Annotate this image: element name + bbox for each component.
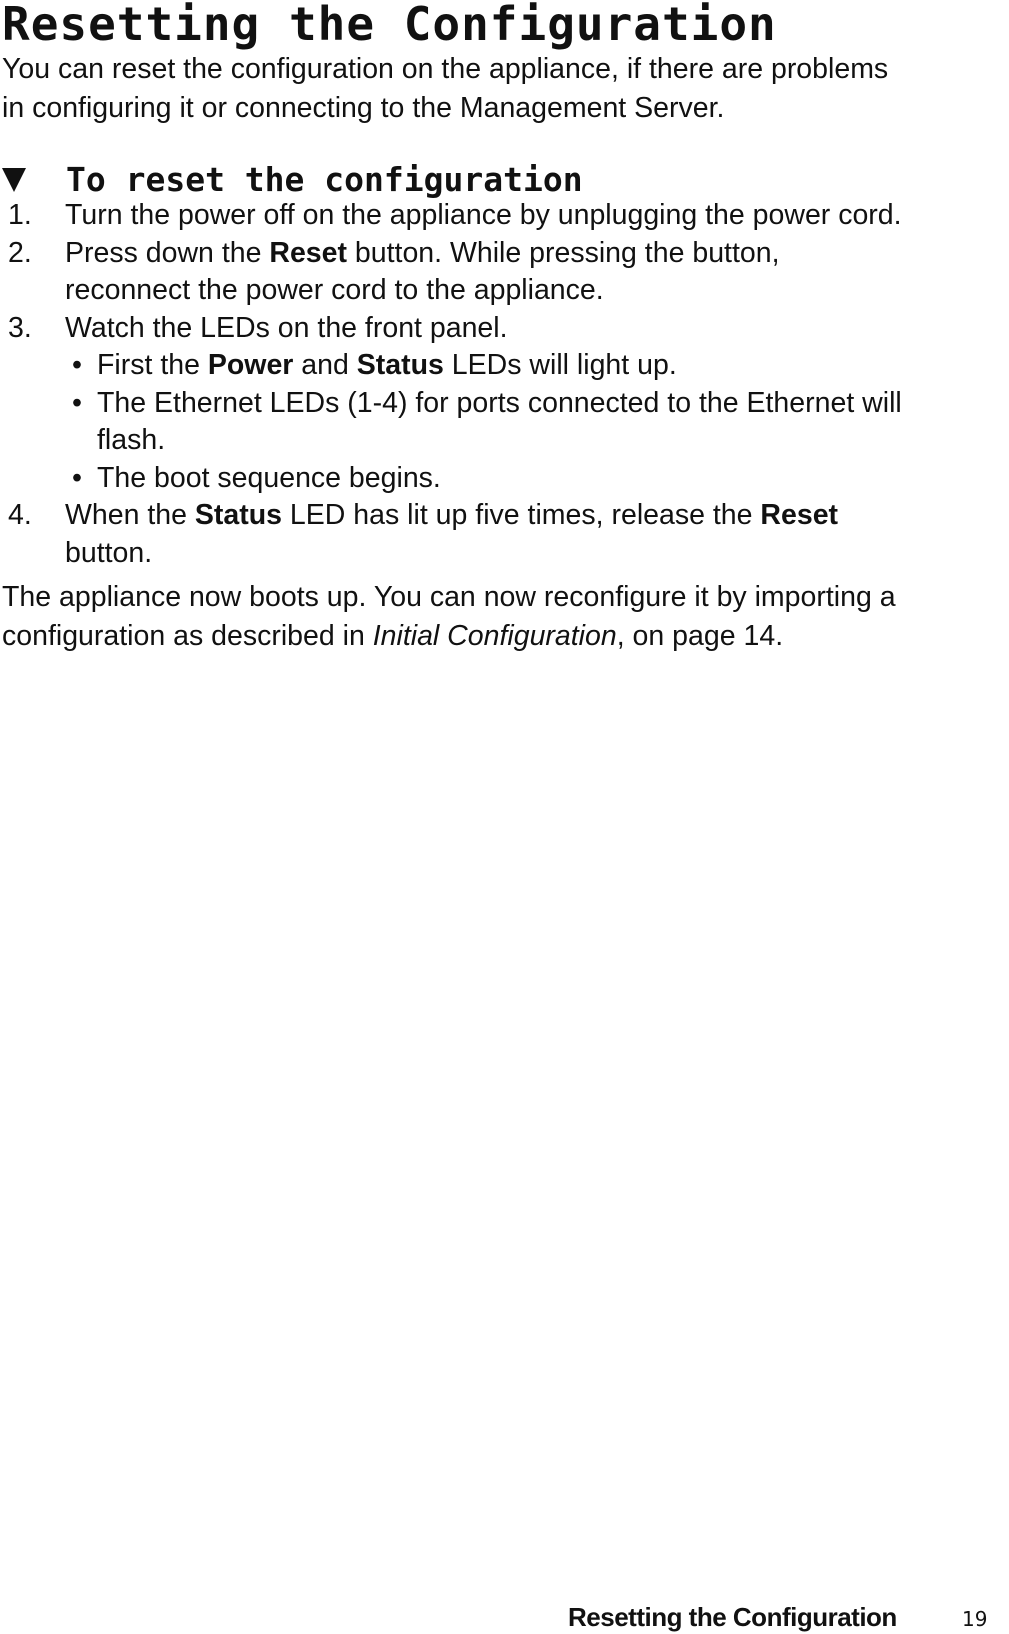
step-3-bullet-2 [0, 385, 1009, 460]
step-number: 4. [8, 499, 32, 531]
intro-paragraph [2, 50, 1002, 128]
bullet-text: The Ethernet LEDs (1-4) for ports connected to the Ethernet will [97, 386, 902, 419]
footer-section-title: Resetting the Configuration [568, 1602, 897, 1632]
closing-line-2-end: , on page 14. [616, 620, 784, 652]
closing-line-2: configuration as described in [2, 620, 373, 652]
intro-line-2: in configuring it or connecting to the Management Server. [2, 92, 725, 124]
procedure-heading [2, 160, 583, 200]
step-3-bullet-1 [0, 347, 1009, 385]
step-text: Turn the power off on the appliance by unplugging the power cord. [65, 199, 902, 231]
step-1 [0, 197, 1009, 235]
closing-paragraph [2, 578, 1002, 656]
bullet-text: First the [97, 349, 208, 381]
bullet-text: and [293, 349, 357, 381]
bullet-text: The boot sequence begins. [97, 461, 441, 494]
bullet-text: LEDs will light up. [443, 349, 677, 381]
step-4 [0, 497, 1009, 572]
reset-label: Reset [269, 236, 347, 269]
closing-line-1: The appliance now boots up. You can now reconfigure it by importing a [2, 581, 896, 613]
bullet-dot: • [72, 461, 82, 494]
status-label: Status [356, 349, 444, 381]
bullet-dot: • [72, 349, 82, 381]
procedure-steps [0, 197, 1009, 572]
procedure-title: To reset the configuration [66, 160, 583, 199]
status-label: Status [194, 499, 283, 531]
cross-reference-link[interactable]: Initial Configuration [372, 620, 617, 652]
step-number: 3. [8, 311, 32, 344]
step-text: Watch the LEDs on the front panel. [65, 311, 508, 344]
bullet-text: flash. [97, 424, 166, 456]
step-3 [0, 310, 1009, 348]
power-label: Power [207, 349, 294, 381]
step-3-bullet-3 [0, 460, 1009, 498]
step-2 [0, 235, 1009, 310]
step-text: button. While pressing the button, [346, 236, 780, 269]
step-text: LED has lit up five times, release the [282, 499, 761, 531]
bullet-dot: • [72, 386, 82, 419]
intro-line-1: You can reset the configuration on the appliance, if there are problems [2, 53, 889, 85]
step-number: 1. [8, 199, 32, 231]
step-text: reconnect the power cord to the appliance. [65, 274, 604, 306]
step-text: Press down the [65, 236, 270, 269]
step-text: When the [65, 499, 195, 531]
page-title: Resetting the Configuration [2, 0, 777, 51]
step-number: 2. [8, 236, 32, 269]
triangle-down-icon [2, 168, 26, 192]
reset-label: Reset [760, 499, 839, 531]
step-text: button. [65, 536, 153, 569]
footer-page-number: 19 [962, 1607, 988, 1631]
